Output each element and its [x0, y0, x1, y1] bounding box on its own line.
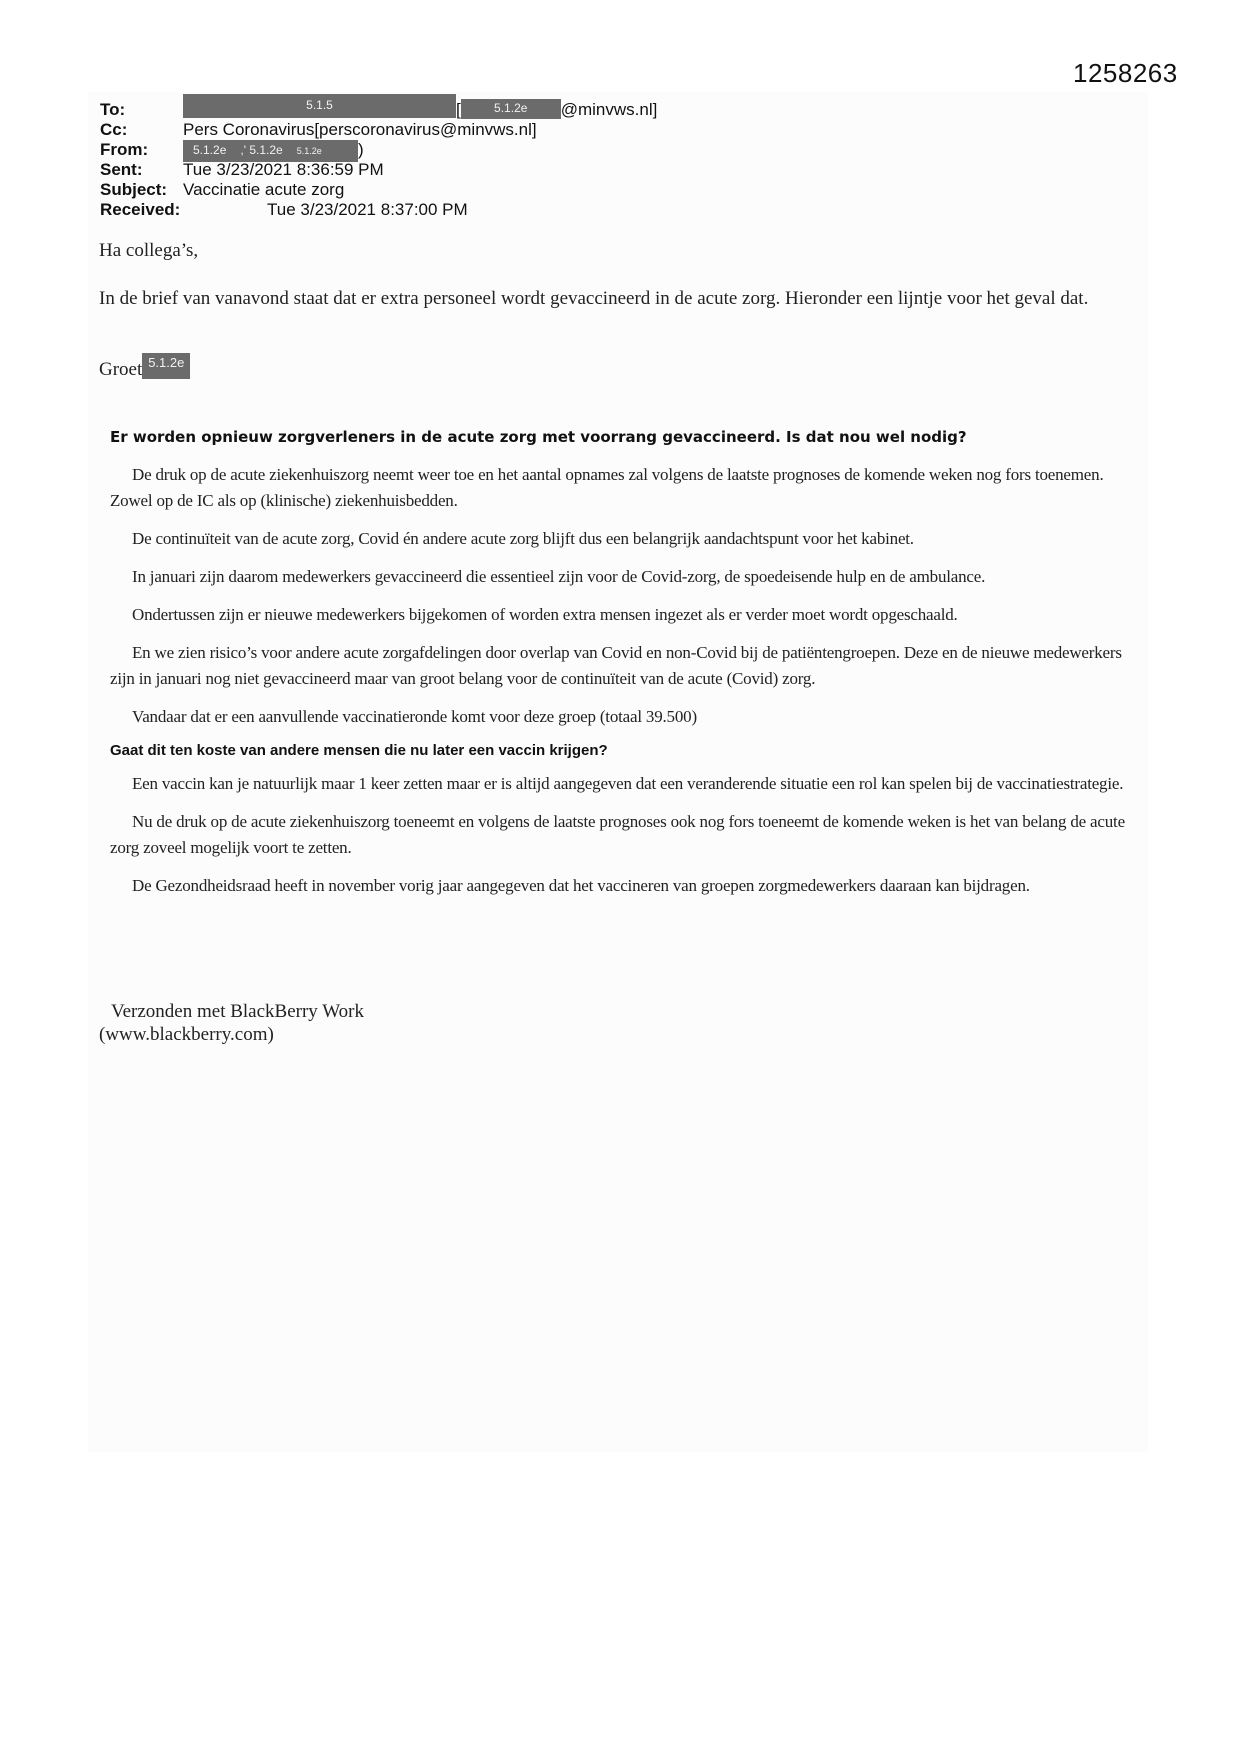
answer-paragraph: Vandaar dat er een aanvullende vaccinatieronde komt voor deze groep (totaal 39.500) — [132, 707, 697, 726]
to-label: To: — [100, 100, 126, 119]
answer-paragraph: En we zien risico’s voor andere acute zorgafdelingen door overlap van Covid en non-Covid bij de patiëntengroepen. Deze en de nieuwe medewerkers zijn in januari nog niet gevaccineerd maar van groot belang voor de continuïteit van de acute (Covid) zorg. — [110, 643, 1122, 688]
subject-label: Subject: — [100, 180, 168, 199]
answer-paragraph: De Gezondheidsraad heeft in november vorig jaar aangegeven dat het vaccineren van groepen zorgmedewerkers daaraan kan bijdragen. — [132, 876, 1030, 895]
redaction-code: ,' 5.1.2e — [240, 143, 283, 157]
intro-paragraph: In de brief van vanavond staat dat er extra personeel wordt gevaccineerd in de acute zorg. Hieronder een lijntje voor het geval dat. — [99, 288, 1089, 309]
to-domain: @minvws.nl] — [560, 100, 658, 119]
document-number: 1258263 — [1073, 58, 1178, 88]
email-signature — [99, 1000, 364, 1046]
closing-text: Groet — [99, 359, 143, 380]
redaction-box — [183, 140, 358, 162]
answer-paragraph: De continuïteit van de acute zorg, Covid én andere acute zorg blijft dus een belangrijk aandachtspunt voor het kabinet. — [132, 529, 914, 548]
to-value — [183, 100, 657, 120]
received-value: Tue 3/23/2021 8:37:00 PM — [267, 200, 468, 219]
redaction-code: 5.1.2e — [296, 146, 322, 156]
greeting: Ha collega’s, — [99, 240, 199, 261]
answer-paragraph: Ondertussen zijn er nieuwe medewerkers bijgekomen of worden extra mensen ingezet als er verder moet wordt opgeschaald. — [132, 605, 958, 624]
question-heading: Er worden opnieuw zorgverleners in de acute zorg met voorrang gevaccineerd. Is dat nou wel nodig? — [110, 428, 967, 446]
cc-label: Cc: — [100, 120, 128, 139]
sent-value: Tue 3/23/2021 8:36:59 PM — [183, 160, 384, 179]
redaction-code: 5.1.2e — [193, 143, 227, 157]
cc-value: Pers Coronavirus[perscoronavirus@minvws.nl] — [183, 120, 537, 139]
answer-paragraph: Nu de druk op de acute ziekenhuiszorg toeneemt en volgens de laatste prognoses ook nog fors toeneemt de komende weken is het van belang de acute zorg zoveel mogelijk voort te zetten. — [110, 812, 1125, 857]
qa-section — [110, 428, 1130, 911]
question-heading: Gaat dit ten koste van andere mensen die nu later een vaccin krijgen? — [110, 742, 608, 759]
from-label: From: — [100, 140, 149, 159]
from-close: ) — [358, 140, 364, 159]
sent-label: Sent: — [100, 160, 143, 179]
redaction-box: 5.1.2e — [142, 353, 190, 379]
answer-paragraph: Een vaccin kan je natuurlijk maar 1 keer zetten maar er is altijd aangegeven dat een veranderende situatie een rol kan spelen bij de vaccinatiestrategie. — [132, 774, 1124, 793]
closing — [99, 355, 190, 381]
signature-link: (www.blackberry.com) — [99, 1024, 274, 1045]
redaction-box: 5.1.2e — [461, 99, 561, 119]
subject-value: Vaccinatie acute zorg — [183, 180, 345, 199]
answer-paragraph: De druk op de acute ziekenhuiszorg neemt weer toe en het aantal opnames zal volgens de laatste prognoses de komende weken nog fors toenemen. Zowel op de IC als op (klinische) ziekenhuisbedden. — [110, 465, 1104, 510]
answer-paragraph: In januari zijn daarom medewerkers gevaccineerd die essentieel zijn voor de Covid-zorg, de spoedeisende hulp en de ambulance. — [132, 567, 986, 586]
from-value — [183, 140, 364, 162]
received-label: Received: — [100, 200, 181, 219]
to-bracket: [ — [456, 100, 461, 119]
redaction-box: 5.1.5 — [183, 94, 456, 118]
signature-line: Verzonden met BlackBerry Work — [111, 1001, 364, 1022]
